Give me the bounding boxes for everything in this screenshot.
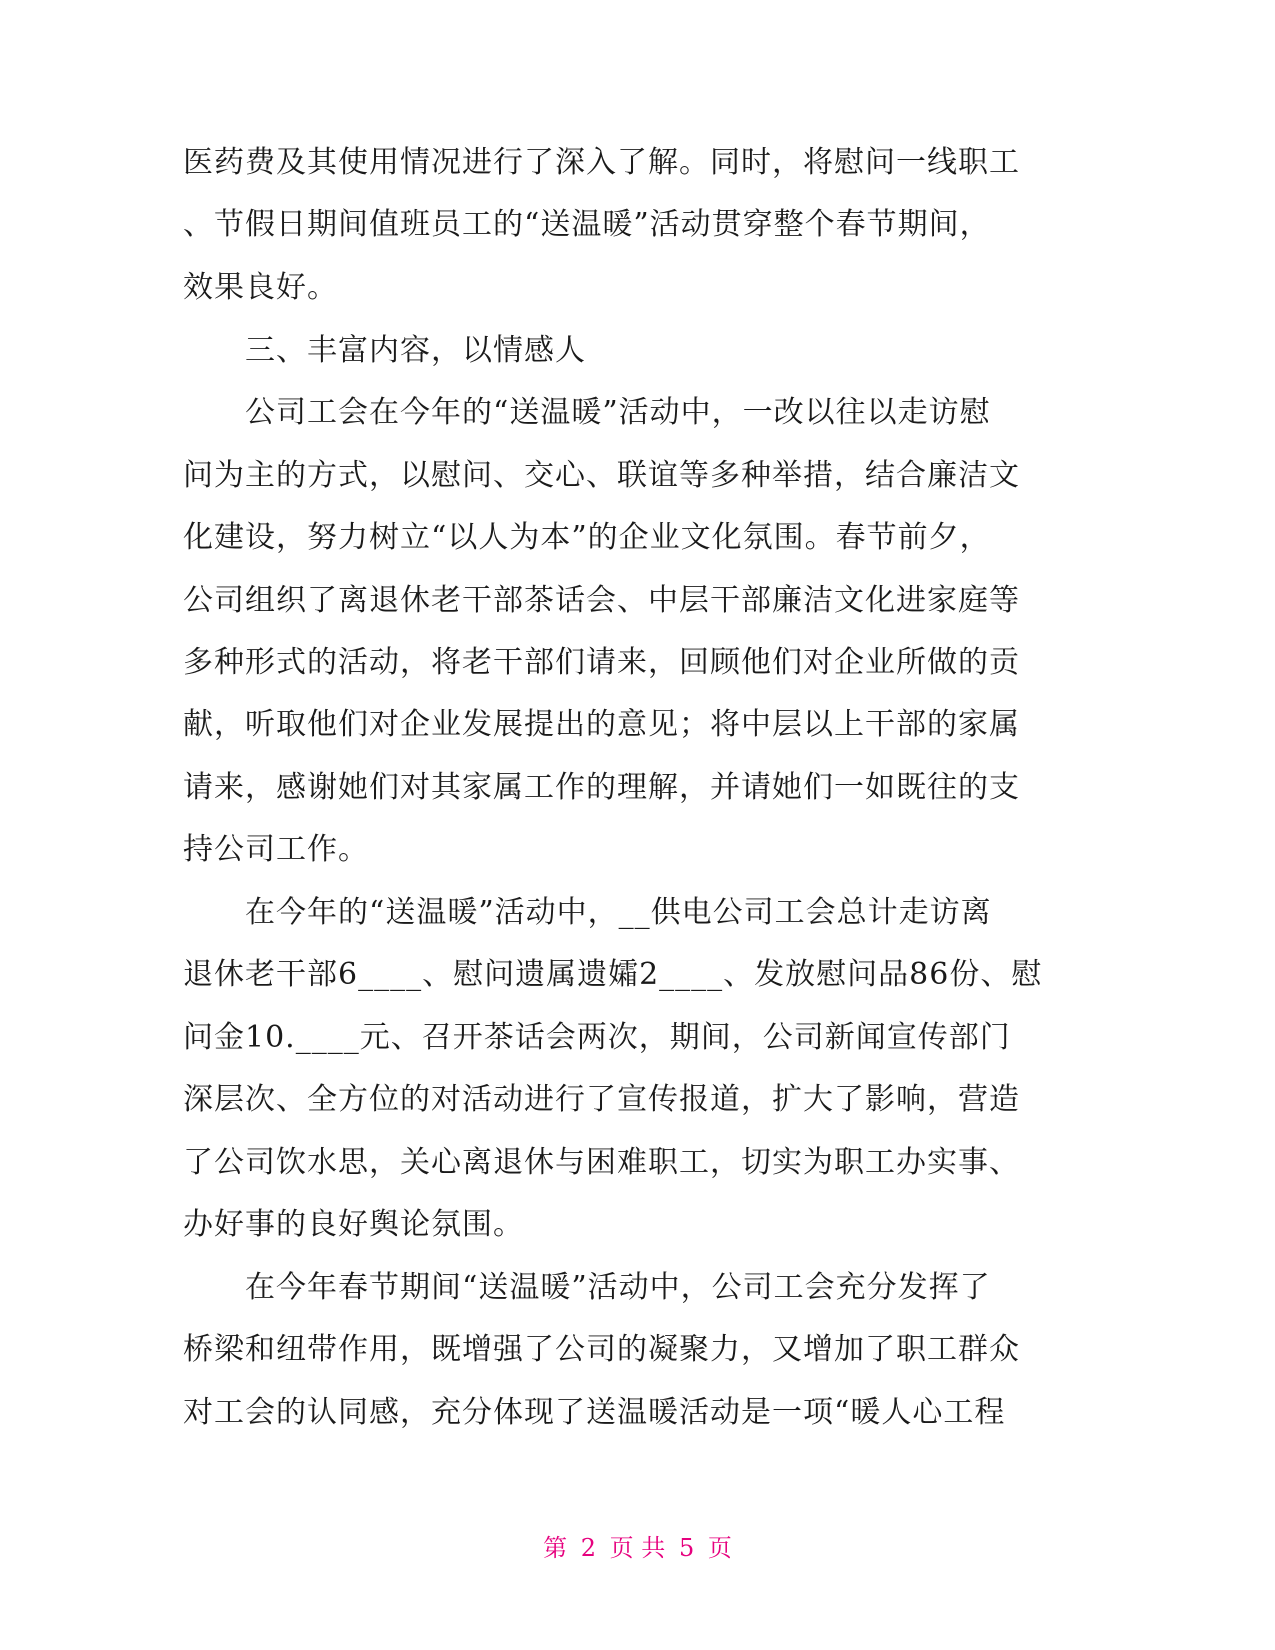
text-line: 公司组织了离退休老干部茶话会、中层干部廉洁文化进家庭等	[183, 583, 1020, 618]
text-line: 多种形式的活动，将老干部们请来，回顾他们对企业所做的贡	[183, 645, 1020, 680]
text-line: 退休老干部6____、慰问遗属遗孀2____、发放慰问品86份、慰	[183, 957, 1043, 992]
footer-total-pages: 5	[678, 1534, 695, 1562]
text-line: 办好事的良好舆论氛围。	[183, 1207, 524, 1242]
text-line: 献，听取他们对企业发展提出的意见；将中层以上干部的家属	[183, 707, 1020, 742]
page-footer	[0, 1533, 1275, 1563]
text-line: 化建设，努力树立“以人为本”的企业文化氛围。春节前夕，	[183, 520, 991, 555]
footer-mid: 页 共	[609, 1534, 666, 1562]
footer-page-number: 2	[580, 1534, 597, 1562]
text-line: 持公司工作。	[183, 832, 369, 867]
text-line: 问金10.____元、召开茶话会两次，期间，公司新闻宣传部门	[183, 1020, 1011, 1055]
text-line: 在今年的“送温暖”活动中，__供电公司工会总计走访离	[183, 895, 992, 930]
text-line: 医药费及其使用情况进行了深入了解。同时，将慰问一线职工	[183, 145, 1020, 180]
text-line: 在今年春节期间“送温暖”活动中，公司工会充分发挥了	[183, 1270, 991, 1305]
footer-prefix: 第	[543, 1534, 568, 1562]
text-line: 深层次、全方位的对活动进行了宣传报道，扩大了影响，营造	[183, 1082, 1020, 1117]
text-line: 、节假日期间值班员工的“送温暖”活动贯穿整个春节期间，	[183, 207, 991, 242]
text-line: 问为主的方式，以慰问、交心、联谊等多种举措，结合廉洁文	[183, 458, 1020, 493]
text-line: 公司工会在今年的“送温暖”活动中，一改以往以走访慰	[183, 395, 991, 430]
section-heading: 三、丰富内容，以情感人	[183, 333, 586, 368]
text-line: 对工会的认同感，充分体现了送温暖活动是一项“暖人心工程	[183, 1395, 1006, 1430]
text-line: 请来，感谢她们对其家属工作的理解，并请她们一如既往的支	[183, 770, 1020, 805]
text-line: 效果良好。	[183, 270, 338, 305]
text-line: 了公司饮水思，关心离退休与困难职工，切实为职工办实事、	[183, 1145, 1020, 1180]
footer-suffix: 页	[707, 1534, 732, 1562]
text-line: 桥梁和纽带作用，既增强了公司的凝聚力，又增加了职工群众	[183, 1332, 1020, 1367]
